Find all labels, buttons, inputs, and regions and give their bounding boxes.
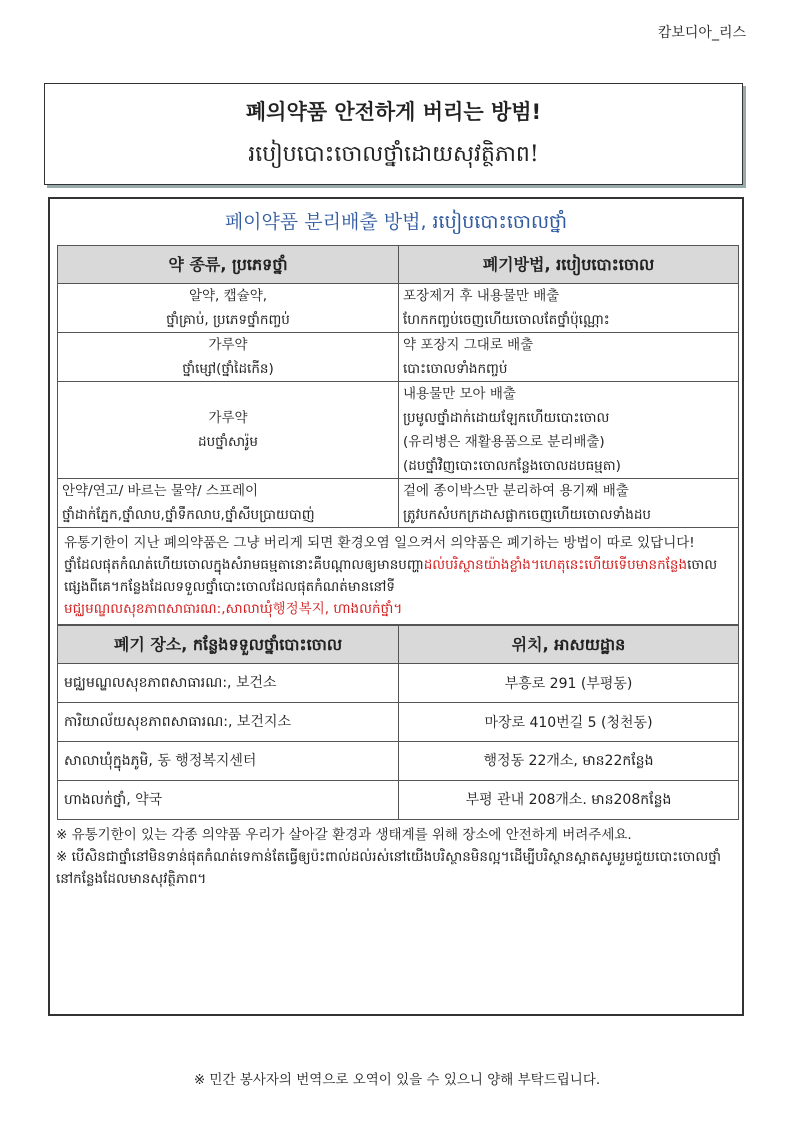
table-row [58, 284, 739, 333]
notice-khmer-text: ថ្នាំដែលផុតកំណត់ហើយចោលក្នុងសំរាមធម្មតានោះគឺបណ្តាលឲ្យមានបញ្ហា [64, 557, 424, 573]
table-row [58, 479, 739, 528]
method-km: បោះចោលទាំងកញ្ចប់ [403, 361, 508, 377]
place-cell: ហាងលក់ថ្នាំ, 약국 [58, 781, 399, 820]
table-row [58, 333, 739, 382]
document-label: 캄보디아_리스 [657, 25, 746, 41]
notice-khmer [64, 554, 732, 598]
method-ko: 내용물만 모아 배출 [403, 386, 516, 402]
type-ko: 가루약 [208, 337, 248, 353]
place-cell: មជ្ឈមណ្ឌលសុខភាពសាធារណ:, 보건소 [58, 664, 399, 703]
method-ko-note: (유리병은 재활용품으로 분리배출) [403, 434, 605, 450]
location-table [57, 625, 739, 820]
type-km: ថ្នាំម្សៅ(ថ្នាំដៃកើន) [182, 361, 274, 377]
place-cell: សាលាឃុំក្នុងភូមិ, 동 행정복지센터 [58, 742, 399, 781]
method-km: ត្រូវបកសំបកក្រដាសផ្លាកចេញហើយចោលទាំងដប [403, 507, 651, 523]
type-km: ថ្នាំគ្រាប់, ប្រភេទថ្នាំកញ្ចប់ [166, 312, 290, 328]
table-row [58, 664, 739, 703]
type-ko: 가루약 [208, 410, 248, 426]
address-cell: 마장로 410번길 5 (청천동) [399, 703, 739, 742]
notice-khmer-text: ចោលផ្សេងពីគេ។កន្លែងដែលទទួលថ្នាំបោះចោលដែលផុតកំណត់មាននៅទី [64, 557, 718, 595]
place-header: 폐기 장소, កន្លែងទទួលថ្នាំបោះចោល [58, 626, 399, 664]
address-cell: 행정동 22개소, មាន22កន្លែង [399, 742, 739, 781]
method-ko: 포장제거 후 내용물만 배출 [403, 288, 560, 304]
footer-note-khmer: ※ បើសិនជាថ្នាំនៅមិនទាន់ផុតកំណត់ទេកាន់តែធ្វើឲ្យប៉ះពាល់ដល់រស់នៅយើងបរិស្ថានមិនល្អ។ដើម្បីបរិស្ថានស្អាតសូមរួមជួយបោះចោលថ្នាំនៅកន្លែងដែលមានសុវត្ថិភាព។ [56, 849, 722, 887]
type-header: 약 종류, ប្រភេទថ្នាំ [58, 246, 399, 284]
method-cell [399, 479, 739, 528]
main-content [48, 197, 744, 1016]
method-km-note: (ដបថ្នាំវិញបោះចោលកន្លែងចោលដបធម្មតា) [403, 458, 621, 474]
method-km: ប្រមូលថ្នាំដាក់ដោយឡែកហើយបោះចោល [403, 410, 610, 426]
type-cell [58, 284, 399, 333]
notice-khmer-highlight: មជ្ឈមណ្ឌលសុខភាពសាធារណ:,សាលាឃុំ행정복지, ហាងលក់ថ្នាំ។ [64, 601, 403, 617]
notice-khmer-highlight: ដល់បរិស្ថានយ៉ាងខ្លាំង។ហេតុនេះហើយទើបមានកន្លែង [423, 557, 688, 573]
place-cell: ការិយាល័យសុខភាពសាធារណ:, 보건지소 [58, 703, 399, 742]
method-cell [399, 333, 739, 382]
type-ko: 알약, 캡슐약, [188, 288, 268, 304]
method-ko: 약 포장지 그대로 배출 [403, 337, 534, 353]
notice-cell [58, 528, 739, 625]
address-cell: 부평 관내 208개소. មាន208កន្លែង [399, 781, 739, 820]
table-row [58, 781, 739, 820]
notice-korean: 유통기한이 지난 폐의약품은 그냥 버리게 되면 환경오염 일으켜서 의약품은 폐기하는 방법이 따로 있답니다! [64, 535, 695, 551]
type-cell [58, 382, 399, 479]
title-khmer: របៀបបោះចោលថ្នាំដោយសុវត្ថិភាព! [248, 142, 539, 167]
type-ko: 안약/연고/ 바르는 물약/ 스프레이 [62, 483, 259, 499]
table-row [58, 703, 739, 742]
method-cell [399, 382, 739, 479]
type-km: ថ្នាំដាក់ភ្នែក,ថ្នាំលាប,ថ្នាំទឹកលាប,ថ្នាំសីបប្រាយបាញ់ [62, 507, 315, 523]
address-header: 위치, អាសយដ្ឋាន [399, 626, 739, 664]
method-cell [399, 284, 739, 333]
type-cell [58, 333, 399, 382]
section-title: 페이약품 분리배출 방법, របៀបបោះចោលថ្នាំ [224, 211, 568, 233]
disposal-method-table [57, 245, 739, 625]
type-cell [58, 479, 399, 528]
method-km: ហែកកញ្ចប់ចេញហើយចោលតែថ្នាំប៉ុណ្ណោះ [403, 312, 610, 328]
footer-note-korean: ※ 유통기한이 있는 각종 의약품 우리가 살아갈 환경과 생태계를 위해 장소에 안전하게 버려주세요. [56, 827, 632, 843]
disclaimer: ※ 민간 봉사자의 번역으로 오역이 있을 수 있으니 양해 부탁드립니다. [193, 1072, 601, 1088]
method-header: 폐기방법, របៀបបោះចោល [399, 246, 739, 284]
title-box [44, 83, 743, 185]
table-row [58, 742, 739, 781]
notice-row [58, 528, 739, 625]
type-km: ដបថ្នាំសារ៉ូម [198, 434, 258, 450]
title-korean: 폐의약품 안전하게 버리는 방범! [245, 100, 542, 124]
footer-notes [50, 820, 742, 894]
address-cell: 부흥로 291 (부평동) [399, 664, 739, 703]
method-ko: 겉에 종이박스만 분리하여 용기째 배출 [403, 483, 629, 499]
table-row [58, 382, 739, 479]
